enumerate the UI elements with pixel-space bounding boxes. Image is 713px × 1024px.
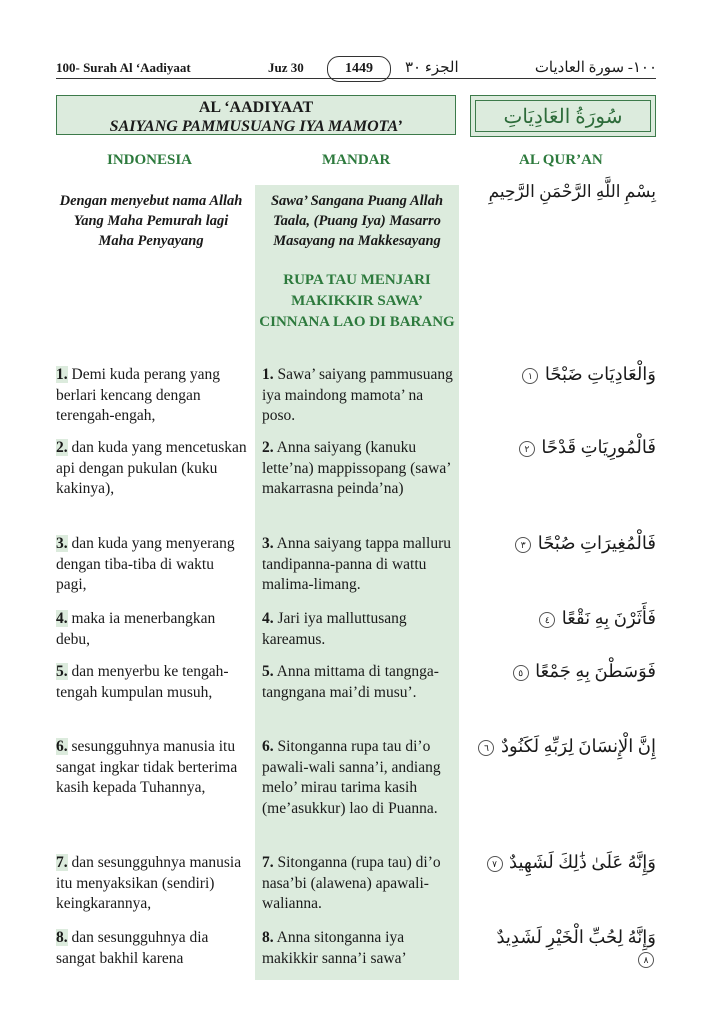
column-heading-quran: AL QUR’AN xyxy=(519,152,603,168)
verse-arabic: فَوَسَطْنَ بِهِ جَمْعًا ٥ xyxy=(475,661,656,682)
intro-mandar: Sawa’ Sangana Puang Allah Taala, (Puang Iya) Masarro Masayang na Makkesayang xyxy=(270,193,444,249)
verse-indonesia: 6. sesungguhnya manusia itu sangat ingkar tidak berterima kasih kepada Tuhannya, xyxy=(56,738,238,796)
mandar-subheading: RUPA TAU MENJARI MAKIKKIR SAWA’ CINNANA LAO DI BARANG xyxy=(259,272,455,330)
verse-mandar: 3. Anna saiyang tappa malluru tandipanna-panna di wattu malima-limang. xyxy=(262,535,451,593)
header-juz-label: Juz 30 xyxy=(268,60,304,75)
surah-title: AL ‘AADIYAAT xyxy=(198,99,314,116)
verse-arabic: إِنَّ الْإِنسَانَ لِرَبِّهِ لَكَنُودٌ ٦ xyxy=(475,736,656,757)
verse-arabic: فَالْمُورِيَاتِ قَدْحًا ٢ xyxy=(475,437,656,458)
verse-arabic: وَإِنَّهُ لِحُبِّ الْخَيْرِ لَشَدِيدٌ ٨ xyxy=(475,927,656,969)
verse-arabic: وَالْعَادِيَاتِ ضَبْحًا ١ xyxy=(475,364,656,385)
intro-indonesia: Dengan menyebut nama Allah Yang Maha Pemurah lagi Maha Penyayang xyxy=(59,193,243,249)
verse-arabic: وَإِنَّهُ عَلَىٰ ذَٰلِكَ لَشَهِيدٌ ٧ xyxy=(475,852,656,873)
basmalah: بِسْمِ اللَّهِ الرَّحْمَنِ الرَّحِيمِ xyxy=(488,182,656,201)
verse-end-mark: ٣ xyxy=(515,537,531,553)
header-divider xyxy=(56,78,656,79)
verse-end-mark: ٥ xyxy=(513,665,529,681)
surah-title-box xyxy=(56,95,456,135)
header-surah-arabic: ١٠٠- سورة العاديات xyxy=(534,60,657,76)
verse-mandar: 6. Sitonganna rupa tau di’o pawali-wali sanna’i, andiang melo’ mirau tarima kasih (me’asukkur) lao di Puanna. xyxy=(262,738,441,817)
verse-end-mark: ٧ xyxy=(487,856,503,872)
verse-indonesia: 7. dan sesungguhnya manusia itu menyaksikan (sendiri) keingkarannya, xyxy=(56,854,242,912)
verse-mandar: 5. Anna mittama di tangnga-tangngana mai’di musu’. xyxy=(262,663,439,701)
verse-indonesia: 5. dan menyerbu ke tengah-tengah kumpulan musuh, xyxy=(56,663,229,701)
header-surah-label: 100- Surah Al ‘Aadiyaat xyxy=(56,60,191,75)
header-juz-arabic: الجزء ٣٠ xyxy=(405,60,459,76)
verse-indonesia: 4. maka ia menerbangkan debu, xyxy=(56,610,216,648)
verse-indonesia: 8. dan sesungguhnya dia sangat bakhil karena xyxy=(56,929,209,967)
page-number: 1449 xyxy=(327,56,391,82)
verse-end-mark: ٤ xyxy=(539,612,555,628)
verse-indonesia: 2. dan kuda yang mencetuskan api dengan pukulan (kuku kakinya), xyxy=(56,439,247,497)
verse-mandar: 1. Sawa’ saiyang pammusuang iya maindong mamota’ na poso. xyxy=(262,366,453,424)
surah-calligraphy: سُورَةُ العَادِيَاتِ xyxy=(475,100,651,132)
verse-end-mark: ٢ xyxy=(519,441,535,457)
column-heading-mandar: MANDAR xyxy=(322,152,391,168)
verse-end-mark: ١ xyxy=(522,368,538,384)
surah-subtitle: SAIYANG PAMMUSUANG IYA MAMOTA’ xyxy=(109,118,403,135)
verse-arabic: فَأَثَرْنَ بِهِ نَقْعًا ٤ xyxy=(475,608,656,629)
column-heading-indonesia: INDONESIA xyxy=(107,152,193,168)
verse-mandar: 7. Sitonganna (rupa tau) di’o nasa’bi (alawena) apawali-walianna. xyxy=(262,854,441,912)
verse-mandar: 2. Anna saiyang (kanuku lette’na) mappissopang (sawa’ makarrasna peinda’na) xyxy=(262,439,451,497)
verse-mandar: 8. Anna sitonganna iya makikkir sanna’i sawa’ xyxy=(262,929,407,967)
verse-arabic: فَالْمُغِيرَاتِ صُبْحًا ٣ xyxy=(475,533,656,554)
verse-end-mark: ٨ xyxy=(638,952,654,968)
verse-indonesia: 3. dan kuda yang menyerang dengan tiba-tiba di waktu pagi, xyxy=(56,535,235,593)
surah-ornament-frame xyxy=(470,95,656,137)
verse-end-mark: ٦ xyxy=(478,740,494,756)
verse-indonesia: 1. Demi kuda perang yang berlari kencang dengan terengah-engah, xyxy=(56,366,220,424)
verse-mandar: 4. Jari iya malluttusang kareamus. xyxy=(262,610,407,648)
